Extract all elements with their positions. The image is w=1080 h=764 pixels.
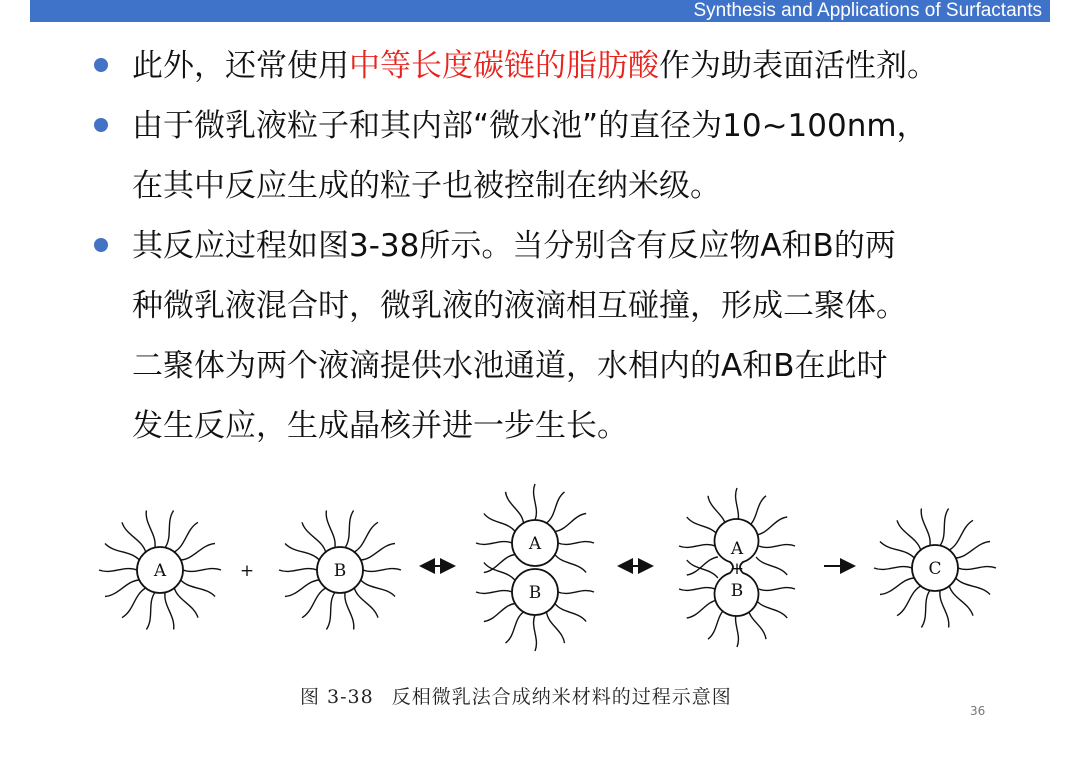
surfactant-tail	[476, 591, 512, 594]
surfactant-tail	[921, 590, 930, 627]
surfactant-tail	[122, 522, 146, 552]
surfactant-tail	[880, 542, 914, 559]
merged-b-label: B	[730, 581, 744, 601]
surfactant-tail	[354, 522, 378, 552]
surfactant-tail	[99, 569, 137, 572]
surfactant-tail	[940, 509, 949, 546]
surfactant-tail	[146, 592, 155, 629]
bullet-1-text-pre: 此外，还常使用	[132, 48, 349, 84]
bullet-3-line-4: 发生反应，生成晶核并进一步生长。	[132, 408, 628, 444]
surfactant-tail	[555, 514, 586, 532]
header-bar	[30, 0, 1050, 22]
surfactant-tail	[484, 514, 515, 532]
surfactant-tail	[555, 555, 586, 573]
surfactant-tail	[759, 545, 795, 548]
surfactant-tail	[687, 517, 718, 535]
surfactant-tail	[361, 544, 395, 561]
surfactant-tail	[897, 586, 921, 616]
bullet-item-1	[92, 36, 1052, 96]
bullet-item-3	[92, 216, 1052, 456]
surfactant-tail	[687, 600, 718, 618]
surfactant-tail	[122, 588, 146, 618]
surfactant-tail	[756, 557, 787, 575]
surfactant-tail	[679, 545, 715, 548]
surfactant-tail	[748, 496, 766, 527]
surfactant-tail	[279, 569, 317, 572]
droplet-b-label: B	[333, 561, 347, 581]
surfactant-tail	[174, 588, 198, 618]
surfactant-tail	[940, 590, 949, 627]
plus-sign: +	[239, 561, 255, 581]
reaction-diagram	[84, 470, 1014, 675]
surfactant-tail	[558, 542, 594, 545]
surfactant-tail	[361, 580, 395, 597]
surfactant-tail	[534, 484, 537, 520]
bullet-3-line-3: 二聚体为两个液滴提供水池通道，水相内的A和B在此时	[132, 348, 888, 384]
surfactant-tail	[174, 522, 198, 552]
surfactant-tail	[181, 580, 215, 597]
bullet-dot-icon	[94, 238, 108, 252]
surfactant-tail	[285, 580, 319, 597]
surfactant-tail	[285, 544, 319, 561]
figure-caption-text: 反相微乳法合成纳米材料的过程示意图	[391, 686, 732, 708]
bullet-dot-icon	[94, 58, 108, 72]
surfactant-tail	[506, 492, 524, 523]
surfactant-tail	[958, 567, 996, 570]
surfactant-tail	[921, 509, 930, 546]
surfactant-tail	[354, 588, 378, 618]
dimer-a-label: A	[528, 534, 542, 554]
surfactant-tail	[756, 517, 787, 535]
surfactant-tail	[506, 612, 524, 643]
surfactant-tail	[165, 511, 174, 548]
surfactant-tail	[949, 586, 973, 616]
surfactant-tail	[105, 580, 139, 597]
droplet-a-label: A	[153, 561, 167, 581]
surfactant-tail	[897, 520, 921, 550]
surfactant-tail	[484, 555, 515, 573]
droplet-c-label: C	[928, 559, 942, 579]
surfactant-tail	[555, 604, 586, 622]
bullet-list	[92, 36, 1052, 456]
header-title: Synthesis and Applications of Surfactants	[693, 0, 1042, 21]
bullet-3-line-2: 种微乳液混合时，微乳液的液滴相互碰撞，形成二聚体。	[132, 288, 907, 324]
bullet-2-line-2: 在其中反应生成的粒子也被控制在纳米级。	[132, 168, 721, 204]
surfactant-tail	[687, 560, 718, 578]
bullet-item-2	[92, 96, 1052, 216]
surfactant-tail	[547, 612, 565, 643]
bullet-3-line-1: 其反应过程如图3-38所示。当分别含有反应物A和B的两	[132, 228, 896, 264]
surfactant-tail	[476, 542, 512, 545]
surfactant-tail	[302, 522, 326, 552]
bullet-dot-icon	[94, 118, 108, 132]
surfactant-tail	[345, 511, 354, 548]
surfactant-tail	[956, 542, 990, 559]
surfactant-tail	[759, 588, 795, 591]
surfactant-tail	[534, 615, 537, 651]
page-number: 36	[970, 704, 986, 718]
surfactant-tail	[146, 511, 155, 548]
surfactant-tail	[547, 492, 565, 523]
surfactant-tail	[363, 569, 401, 572]
bullet-1-highlight: 中等长度碳链的脂肪酸	[349, 48, 659, 84]
surfactant-tail	[484, 604, 515, 622]
surfactant-tail	[345, 592, 354, 629]
merged-a-label: A	[730, 539, 744, 559]
surfactant-tail	[181, 544, 215, 561]
surfactant-tail	[183, 569, 221, 572]
surfactant-tail	[949, 520, 973, 550]
merged-plus-label: +	[729, 559, 745, 579]
surfactant-tail	[687, 557, 718, 575]
figure-caption	[300, 682, 732, 709]
surfactant-tail	[956, 578, 990, 595]
surfactant-tail	[756, 600, 787, 618]
bullet-2-line-1: 由于微乳液粒子和其内部“微水池”的直径为10~100nm，	[132, 108, 928, 144]
dimer-b-label: B	[528, 583, 542, 603]
surfactant-tail	[302, 588, 326, 618]
surfactant-tail	[874, 567, 912, 570]
bullet-1-text-post: 作为助表面活性剂。	[659, 48, 938, 84]
surfactant-tail	[880, 578, 914, 595]
surfactant-tail	[165, 592, 174, 629]
figure-caption-number: 图 3-38	[300, 686, 374, 708]
surfactant-tail	[326, 511, 335, 548]
surfactant-tail	[679, 588, 715, 591]
surfactant-tail	[748, 608, 766, 639]
surfactant-tail	[326, 592, 335, 629]
surfactant-tail	[105, 544, 139, 561]
surfactant-tail	[558, 591, 594, 594]
